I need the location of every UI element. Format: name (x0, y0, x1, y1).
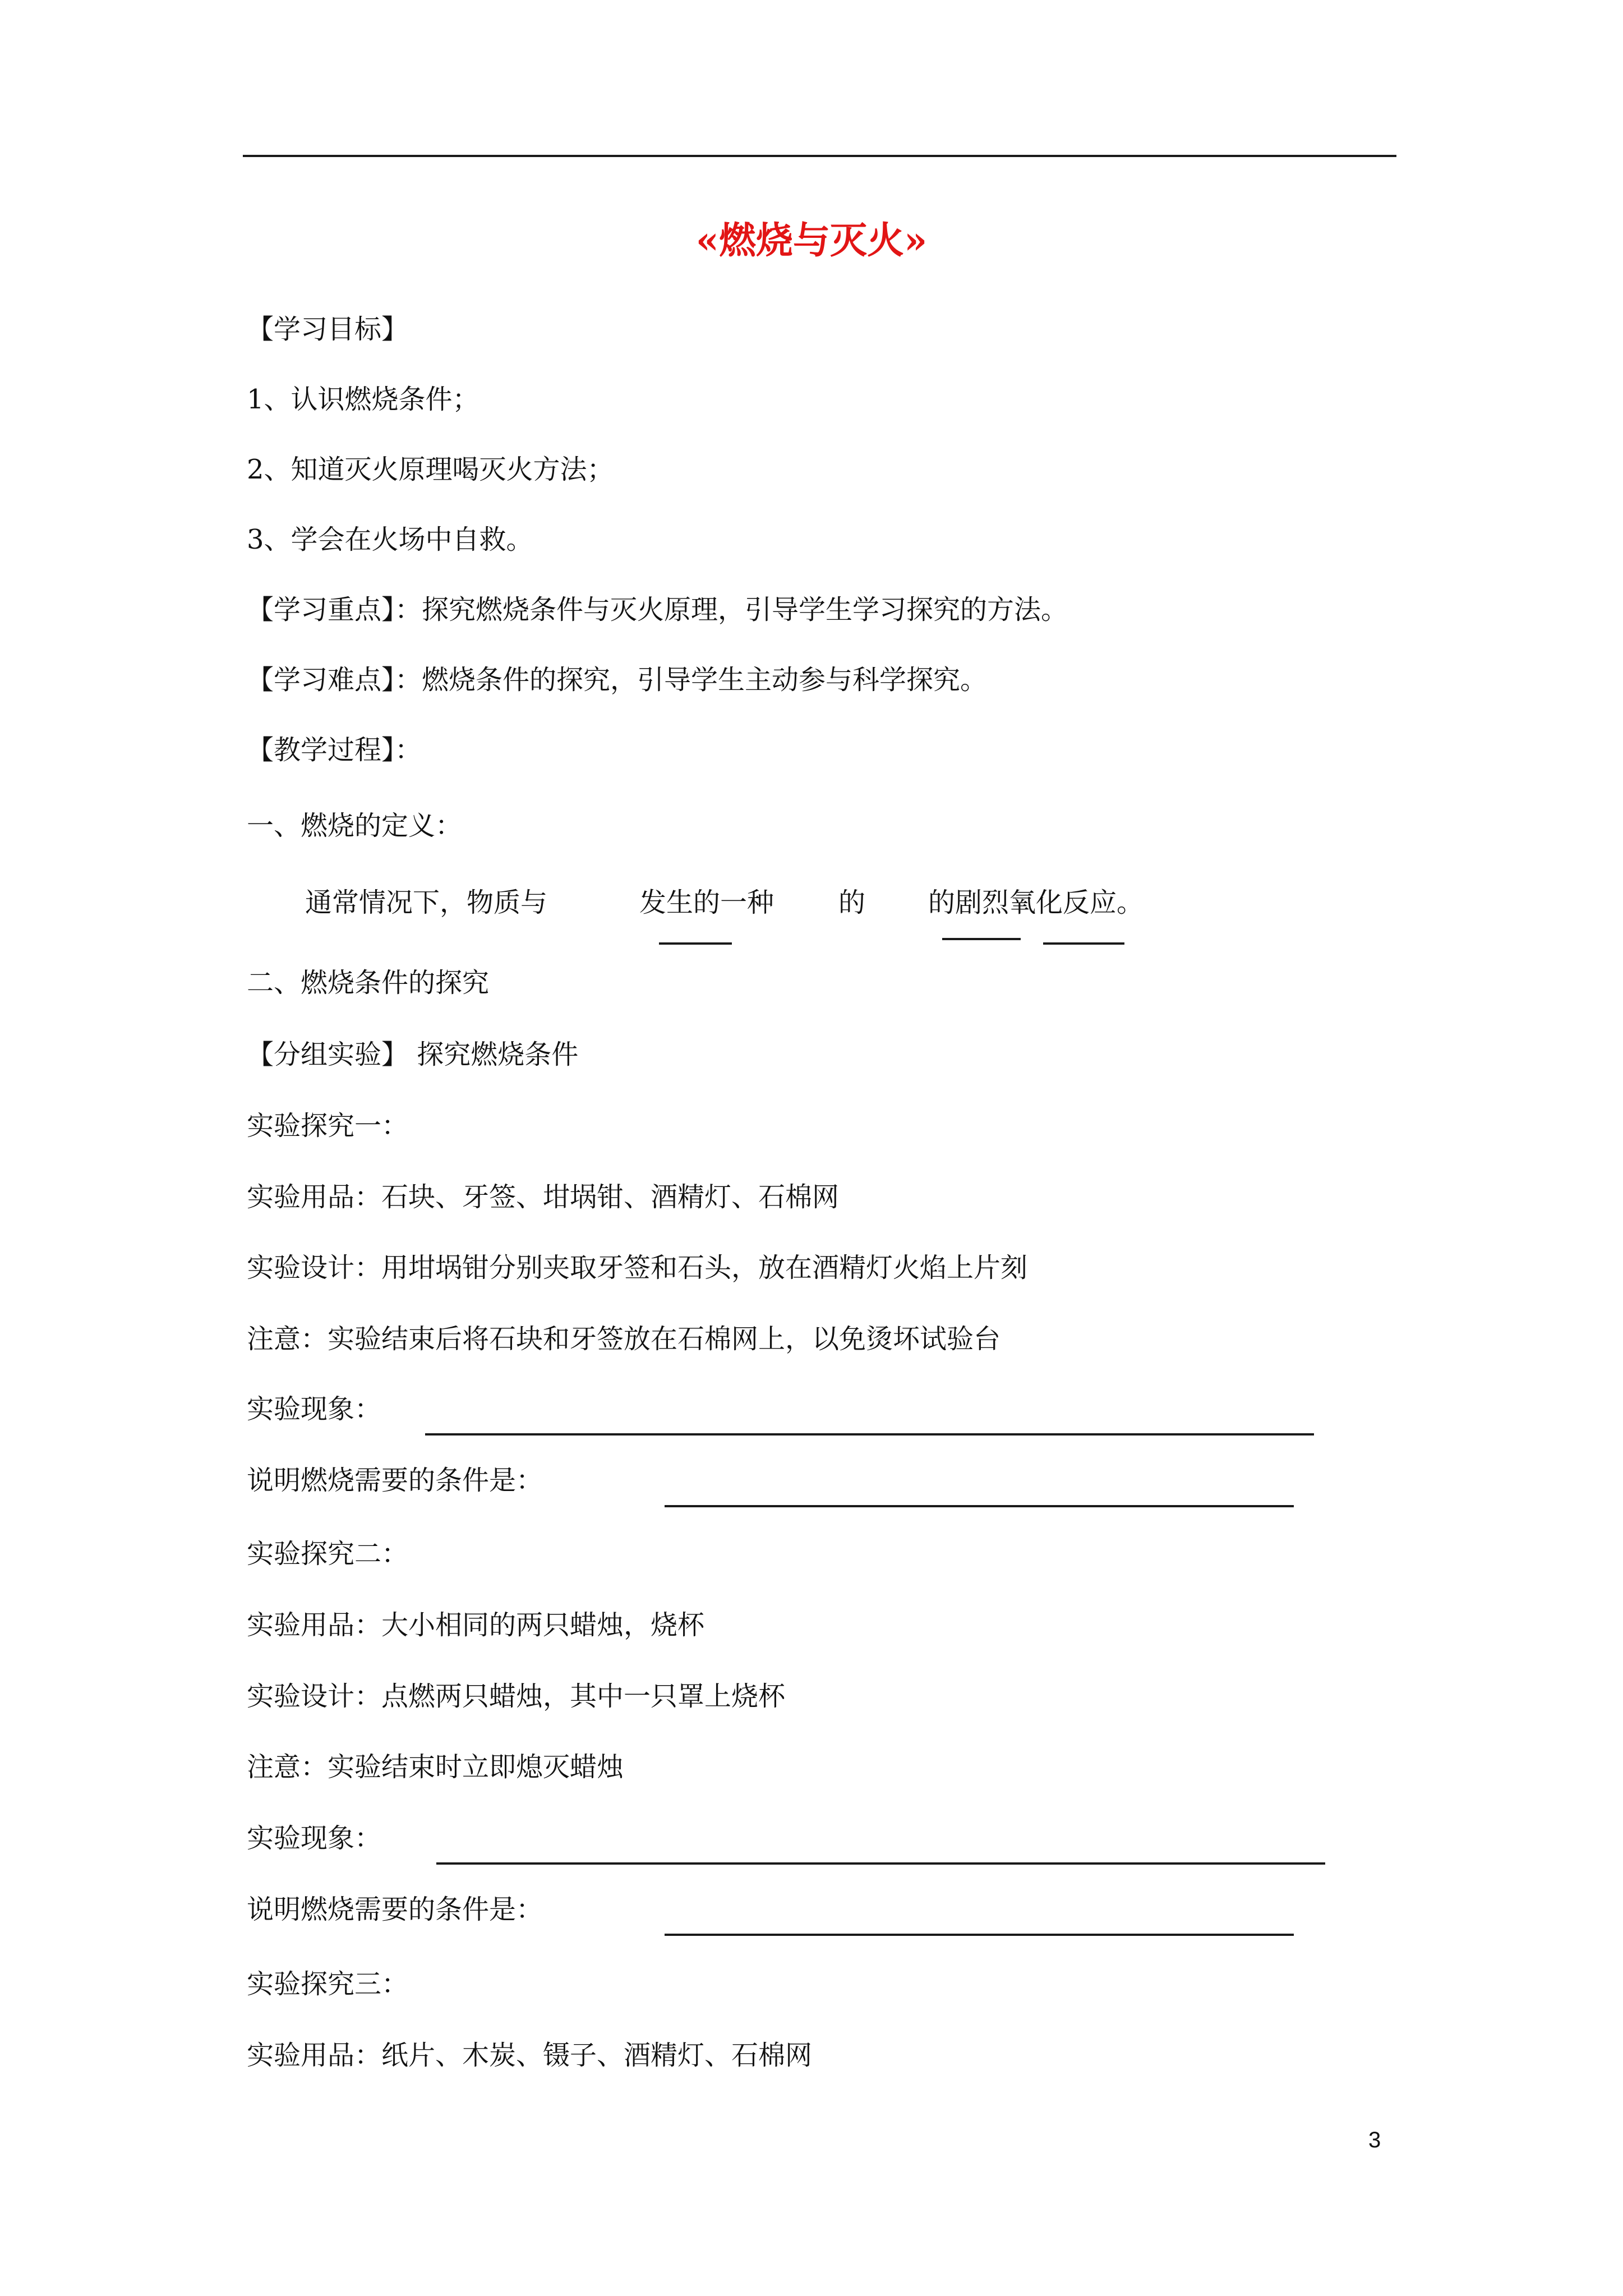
experiment-heading: 实验探究一： (247, 1110, 409, 1142)
blank-line[interactable] (1043, 942, 1124, 945)
page-number: 3 (1368, 2128, 1381, 2152)
experiment-design: 实验设计：点燃两只蜡烛，其中一只罩上烧杯 (247, 1681, 786, 1712)
phenomenon-label: 实验现象： (247, 1393, 382, 1425)
experiment-note: 注意：实验结束时立即熄灭蜡烛 (247, 1751, 624, 1783)
blank-line[interactable] (659, 942, 732, 945)
header-rule (243, 155, 1396, 157)
experiment-heading: 实验探究三： (247, 1968, 409, 2000)
difficulty: 【学习难点】：燃烧条件的探究，引导学生主动参与科学探究。 (247, 664, 988, 696)
objective-item: 3、学会在火场中自救。 (247, 524, 533, 555)
experiment-materials: 实验用品：石块、牙签、坩埚钳、酒精灯、石棉网 (247, 1181, 840, 1213)
definition-part: 通常情况下，物质与 (305, 887, 548, 918)
key-point: 【学习重点】：探究燃烧条件与灭火原理，引导学生学习探究的方法。 (247, 594, 1068, 625)
objectives-heading: 【学习目标】 (247, 314, 409, 345)
answer-line[interactable] (665, 1505, 1294, 1507)
condition-label: 说明燃烧需要的条件是： (247, 1894, 543, 1925)
group-experiment: 【分组实验】 探究燃烧条件 (247, 1039, 579, 1070)
section-heading-conditions: 二、燃烧条件的探究 (247, 967, 490, 999)
phenomenon-label: 实验现象： (247, 1823, 382, 1854)
experiment-heading: 实验探究二： (247, 1538, 409, 1570)
process-heading: 【教学过程】： (247, 734, 422, 766)
experiment-materials: 实验用品：大小相同的两只蜡烛，烧杯 (247, 1609, 705, 1641)
experiment-materials: 实验用品：纸片、木炭、镊子、酒精灯、石棉网 (247, 2040, 813, 2071)
blank-line[interactable] (942, 938, 1021, 940)
condition-label: 说明燃烧需要的条件是： (247, 1465, 543, 1496)
answer-line[interactable] (665, 1934, 1294, 1936)
definition-part: 发生的一种 (639, 887, 774, 918)
objective-item: 1、认识燃烧条件； (247, 384, 479, 415)
objective-item: 2、知道灭火原理喝灭火方法； (247, 454, 614, 485)
experiment-note: 注意：实验结束后将石块和牙签放在石棉网上，以免烫坏试验台 (247, 1323, 1001, 1355)
experiment-design: 实验设计：用坩埚钳分别夹取牙签和石头，放在酒精灯火焰上片刻 (247, 1252, 1028, 1283)
section-heading-definition: 一、燃烧的定义： (247, 810, 463, 841)
answer-line[interactable] (436, 1862, 1325, 1865)
answer-line[interactable] (425, 1433, 1314, 1435)
definition-part: 的 (838, 887, 866, 918)
document-title: «燃烧与灭火» (695, 218, 928, 262)
definition-part: 的剧烈氧化反应。 (928, 887, 1144, 918)
